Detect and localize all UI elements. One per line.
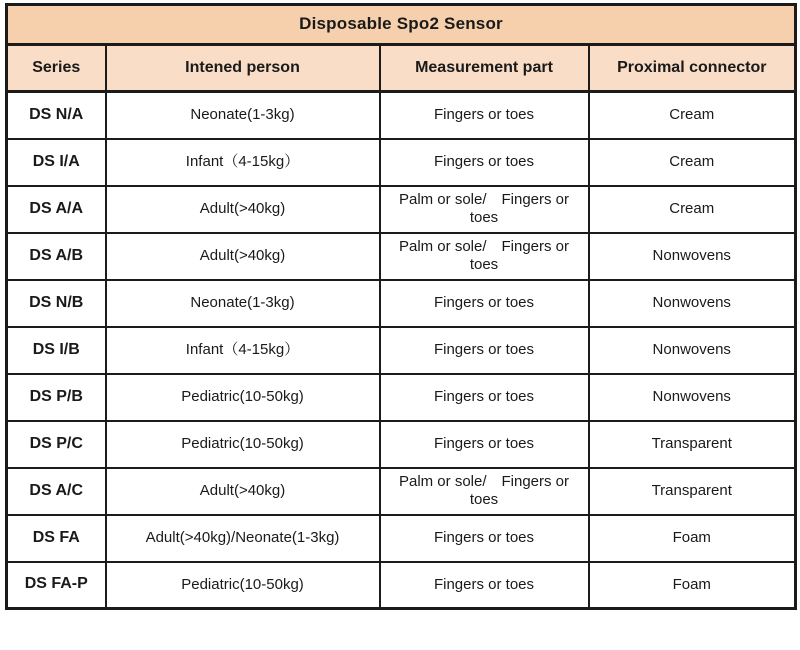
table-row — [7, 421, 796, 468]
cell-series: DS FA — [7, 515, 106, 562]
cell-series: DS A/B — [7, 233, 106, 280]
cell-intended-person: Neonate(1-3kg) — [106, 92, 380, 139]
cell-series: DS I/A — [7, 139, 106, 186]
cell-proximal-connector: Nonwovens — [589, 327, 796, 374]
cell-measurement-part: Fingers or toes — [380, 92, 589, 139]
table-row — [7, 562, 796, 609]
table-row — [7, 374, 796, 421]
cell-measurement-part: Fingers or toes — [380, 327, 589, 374]
cell-measurement-part: Palm or sole/ Fingers or toes — [380, 186, 589, 233]
cell-series: DS N/A — [7, 92, 106, 139]
table-row — [7, 327, 796, 374]
cell-series: DS FA-P — [7, 562, 106, 609]
column-header-proximal-connector: Proximal connector — [589, 45, 796, 92]
cell-series: DS P/C — [7, 421, 106, 468]
cell-measurement-part: Fingers or toes — [380, 280, 589, 327]
cell-proximal-connector: Cream — [589, 92, 796, 139]
cell-series: DS A/C — [7, 468, 106, 515]
cell-intended-person: Neonate(1-3kg) — [106, 280, 380, 327]
cell-measurement-part: Fingers or toes — [380, 374, 589, 421]
cell-series: DS P/B — [7, 374, 106, 421]
cell-series: DS I/B — [7, 327, 106, 374]
table-row — [7, 92, 796, 139]
table-row — [7, 515, 796, 562]
cell-intended-person: Pediatric(10-50kg) — [106, 374, 380, 421]
cell-measurement-part: Palm or sole/ Fingers or toes — [380, 468, 589, 515]
cell-intended-person: Pediatric(10-50kg) — [106, 421, 380, 468]
cell-proximal-connector: Nonwovens — [589, 280, 796, 327]
cell-intended-person: Adult(>40kg)/Neonate(1-3kg) — [106, 515, 380, 562]
cell-intended-person: Pediatric(10-50kg) — [106, 562, 380, 609]
cell-series: DS A/A — [7, 186, 106, 233]
cell-proximal-connector: Transparent — [589, 421, 796, 468]
cell-proximal-connector: Transparent — [589, 468, 796, 515]
cell-proximal-connector: Foam — [589, 562, 796, 609]
table-header-row — [7, 45, 796, 92]
cell-measurement-part: Fingers or toes — [380, 562, 589, 609]
column-header-measurement-part: Measurement part — [380, 45, 589, 92]
cell-intended-person: Adult(>40kg) — [106, 468, 380, 515]
cell-measurement-part: Fingers or toes — [380, 139, 589, 186]
cell-series: DS N/B — [7, 280, 106, 327]
table-title: Disposable Spo2 Sensor — [7, 5, 796, 45]
table-row — [7, 186, 796, 233]
cell-measurement-part: Fingers or toes — [380, 421, 589, 468]
cell-proximal-connector: Nonwovens — [589, 233, 796, 280]
cell-measurement-part: Fingers or toes — [380, 515, 589, 562]
cell-intended-person: Adult(>40kg) — [106, 233, 380, 280]
table-row — [7, 233, 796, 280]
cell-intended-person: Adult(>40kg) — [106, 186, 380, 233]
table-row — [7, 468, 796, 515]
spo2-sensor-table — [5, 3, 797, 610]
column-header-intended-person: Intened person — [106, 45, 380, 92]
cell-measurement-part: Palm or sole/ Fingers or toes — [380, 233, 589, 280]
cell-proximal-connector: Cream — [589, 139, 796, 186]
column-header-series: Series — [7, 45, 106, 92]
cell-proximal-connector: Nonwovens — [589, 374, 796, 421]
cell-proximal-connector: Cream — [589, 186, 796, 233]
cell-proximal-connector: Foam — [589, 515, 796, 562]
table-row — [7, 280, 796, 327]
table-title-row — [7, 5, 796, 45]
cell-intended-person: Infant（4-15kg） — [106, 139, 380, 186]
table-row — [7, 139, 796, 186]
cell-intended-person: Infant（4-15kg） — [106, 327, 380, 374]
